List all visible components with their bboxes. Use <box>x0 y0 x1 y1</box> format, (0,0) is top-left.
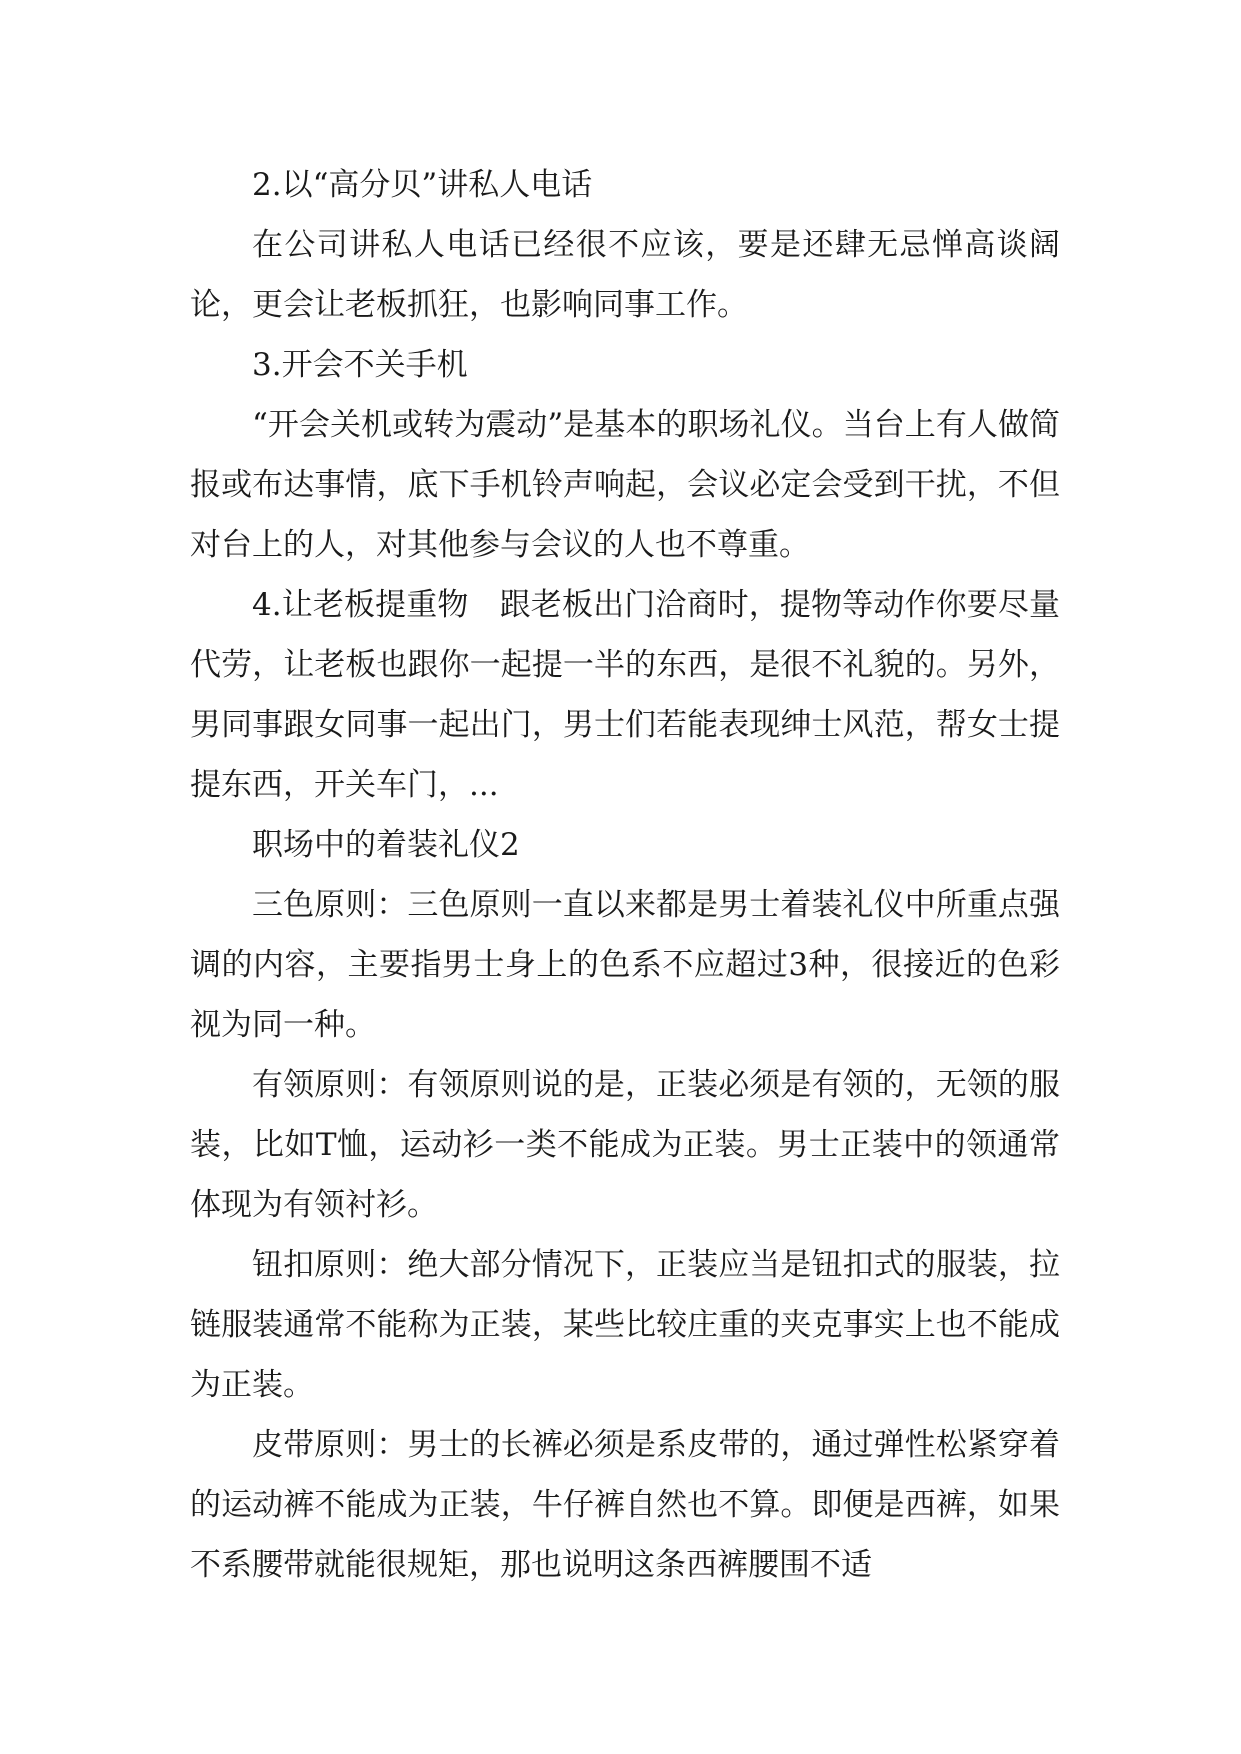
paragraph-collar-rule: 有领原则：有领原则说的是，正装必须是有领的，无领的服装，比如T恤，运动衫一类不能成为正装。男士正装中的领通常体现为有领衬衫。 <box>190 1067 1060 1223</box>
paragraph-item-2-heading: 2.以“高分贝”讲私人电话 <box>252 167 593 203</box>
paragraph-meeting-phone: “开会关机或转为震动”是基本的职场礼仪。当台上有人做简报或布达事情，底下手机铃声响起，会议必定会受到干扰，不但对台上的人，对其他参与会议的人也不尊重。 <box>190 407 1060 563</box>
paragraph-three-color-rule: 三色原则：三色原则一直以来都是男士着装礼仪中所重点强调的内容，主要指男士身上的色系不应超过3种，很接近的色彩视为同一种。 <box>190 887 1060 1043</box>
paragraph-item-4-carry: 4.让老板提重物 跟老板出门洽商时，提物等动作你要尽量代劳，让老板也跟你一起提一半的东西，是很不礼貌的。另外，男同事跟女同事一起出门，男士们若能表现绅士风范，帮女士提提东西，开关车门，... <box>190 587 1060 803</box>
document-body <box>190 155 1060 1595</box>
paragraph-button-rule: 钮扣原则：绝大部分情况下，正装应当是钮扣式的服装，拉链服装通常不能称为正装，某些比较庄重的夹克事实上也不能成为正装。 <box>190 1247 1060 1403</box>
section-heading-dress-etiquette: 职场中的着装礼仪2 <box>252 827 520 863</box>
paragraph-private-call: 在公司讲私人电话已经很不应该，要是还肆无忌惮高谈阔论，更会让老板抓狂，也影响同事工作。 <box>190 227 1060 323</box>
paragraph-belt-rule: 皮带原则：男士的长裤必须是系皮带的，通过弹性松紧穿着的运动裤不能成为正装，牛仔裤自然也不算。即便是西裤，如果不系腰带就能很规矩，那也说明这条西裤腰围不适 <box>190 1427 1060 1583</box>
paragraph-item-3-heading: 3.开会不关手机 <box>252 347 468 383</box>
